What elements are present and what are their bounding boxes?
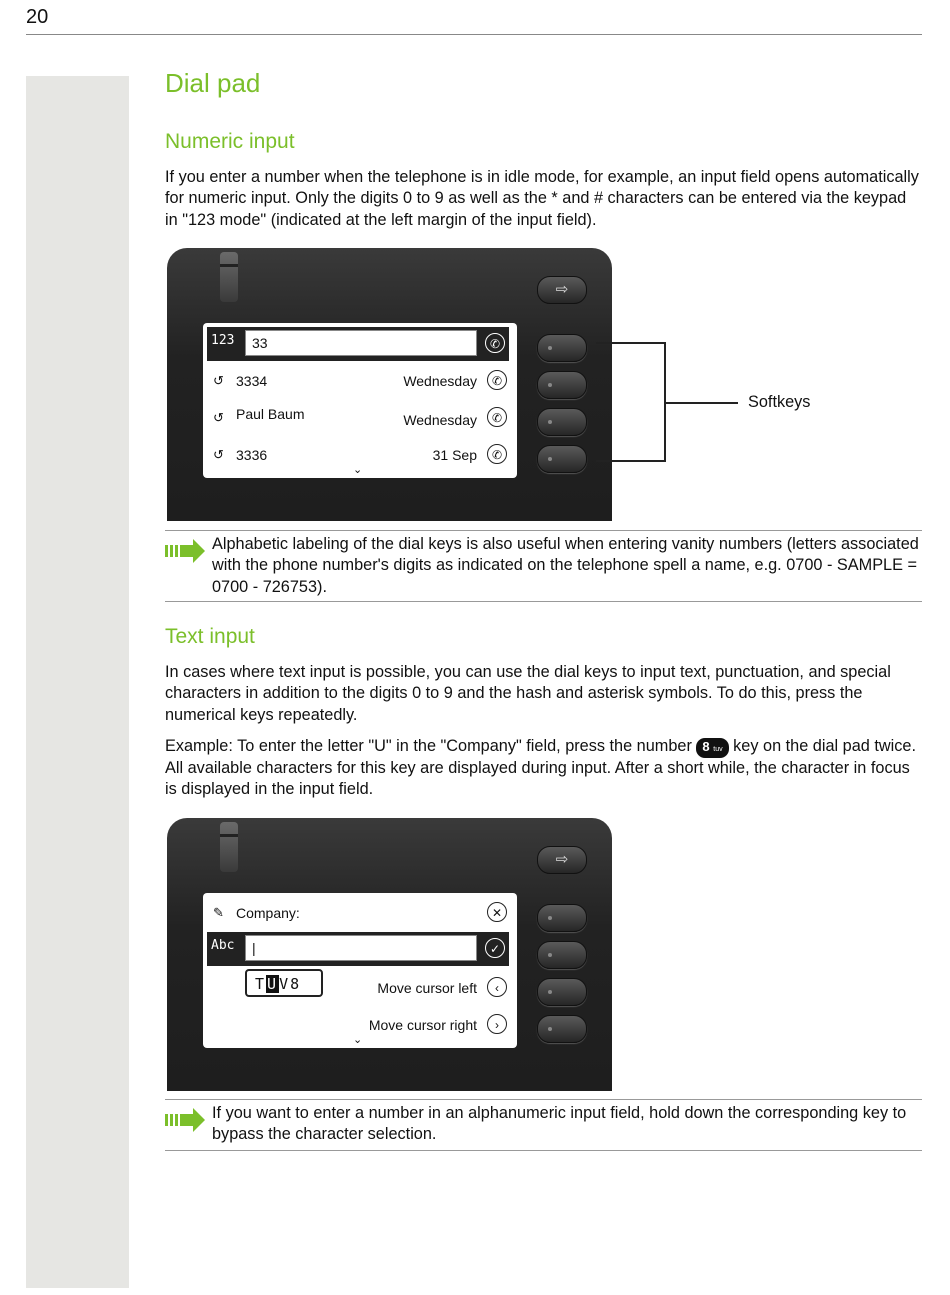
char-selection: TUV8	[245, 969, 323, 997]
number-input-bar	[207, 327, 509, 361]
input-mode-indicator: Abc	[211, 938, 235, 953]
text-input-bar	[207, 932, 509, 966]
text-input-example: Example: To enter the letter "U" in the "Company" field, press the number 8 tuv key on the dial pad twice. All available characters for this key are displayed during input. After a short while, the character in focus is displayed in the input field.	[165, 737, 916, 799]
chevron-right-icon[interactable]: ›	[487, 1014, 507, 1034]
phone-tab	[220, 822, 238, 872]
list-item[interactable]: Move cursor right ›	[203, 1007, 513, 1043]
call-back-icon: ↺	[213, 410, 224, 425]
call-back-icon: ↺	[213, 373, 224, 388]
exit-key[interactable]	[537, 276, 587, 304]
close-icon[interactable]: ✕	[487, 902, 507, 922]
phone-screen	[203, 323, 517, 478]
softkey-4[interactable]	[537, 1015, 587, 1043]
bracket-line	[664, 402, 738, 404]
focus-char: U	[267, 975, 279, 993]
softkey-3[interactable]	[537, 408, 587, 436]
dial-icon[interactable]: ✆	[487, 407, 507, 427]
company-input-field[interactable]: |	[245, 935, 477, 961]
phone-tab	[220, 252, 238, 302]
exit-icon: ⇨	[555, 851, 569, 868]
input-mode-indicator: 123	[211, 333, 235, 348]
softkey-4[interactable]	[537, 445, 587, 473]
number-input-field[interactable]: 33	[245, 330, 477, 356]
dial-icon[interactable]: ✆	[487, 370, 507, 390]
arrow-hint-icon	[165, 1108, 207, 1132]
page-number: 20	[26, 6, 49, 28]
margin-bar	[26, 76, 129, 1288]
arrow-hint-icon	[165, 539, 207, 563]
pencil-icon: ✎	[213, 905, 224, 920]
chevron-left-icon[interactable]: ‹	[487, 977, 507, 997]
tip-text: If you want to enter a number in an alphanumeric input field, hold down the corresponding key to bypass the character selection.	[212, 1104, 907, 1144]
page-title: Dial pad	[165, 68, 261, 98]
phone-display-numeric	[167, 248, 612, 521]
numeric-input-heading: Numeric input	[165, 130, 295, 153]
tip-box	[165, 1099, 922, 1151]
text-input-text: In cases where text input is possible, you can use the dial keys to input text, punctuation, and special characters in addition to the digits 0 to 9 and the hash and asterisk symbols. To do this, press the numerical keys repeatedly.	[165, 663, 891, 724]
dial-icon[interactable]: ✆	[485, 333, 505, 353]
text-input-heading: Text input	[165, 625, 255, 648]
phone-screen	[203, 893, 517, 1048]
list-item[interactable]: Move cursor left ‹	[203, 970, 513, 1006]
check-icon[interactable]: ✓	[485, 938, 505, 958]
list-item[interactable]: ↺ 3334 Wednesday ✆	[203, 363, 513, 399]
scroll-down-icon: ⌄	[353, 1034, 363, 1046]
list-item[interactable]: ↺ Paul Baum Wednesday ✆	[203, 400, 513, 436]
dial-icon[interactable]: ✆	[487, 444, 507, 464]
list-item[interactable]: ↺ 3336 31 Sep ✆	[203, 437, 513, 473]
softkey-1[interactable]	[537, 904, 587, 932]
tip-box	[165, 530, 922, 602]
tip-text: Alphabetic labeling of the dial keys is also useful when entering vanity numbers (letters associated with the phone number's digits as indicated on the telephone spell a name, e.g. 0700 - SAMPLE = 0700 - 726753).	[212, 535, 919, 596]
scroll-down-icon: ⌄	[353, 464, 363, 476]
softkeys-label: Softkeys	[748, 393, 811, 411]
call-back-icon: ↺	[213, 447, 224, 462]
bracket-line	[596, 460, 665, 462]
softkey-2[interactable]	[537, 941, 587, 969]
exit-icon: ⇨	[555, 281, 569, 298]
softkey-3[interactable]	[537, 978, 587, 1006]
softkey-2[interactable]	[537, 371, 587, 399]
phone-display-text	[167, 818, 612, 1091]
field-label-row: ✎ Company: ✕	[203, 895, 513, 931]
softkey-1[interactable]	[537, 334, 587, 362]
bracket-line	[596, 342, 665, 344]
numeric-input-text: If you enter a number when the telephone is in idle mode, for example, an input field opens automatically for numeric input. Only the digits 0 to 9 as well as the * and # characters can be entered via the keypad in "123 mode" (indicated at the left margin of the input field).	[165, 168, 919, 229]
dial-key-8-icon: 8 tuv	[696, 738, 728, 758]
header-rule	[26, 34, 922, 35]
exit-key[interactable]	[537, 846, 587, 874]
